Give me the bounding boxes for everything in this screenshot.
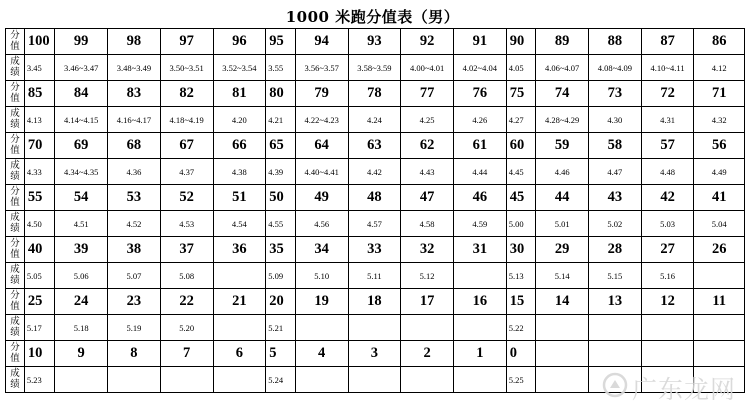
points-cell: 5 (266, 341, 296, 367)
time-cell: 4.06~4.07 (536, 55, 589, 81)
time-cell: 4.27 (506, 107, 536, 133)
time-row (6, 55, 745, 81)
time-cell: 4.54 (213, 211, 266, 237)
points-cell: 71 (694, 81, 745, 107)
points-cell: 35 (266, 237, 296, 263)
points-cell: 62 (401, 133, 454, 159)
points-cell: 21 (213, 289, 266, 315)
points-cell: 89 (536, 29, 589, 55)
points-cell: 79 (295, 81, 348, 107)
points-cell (536, 341, 589, 367)
points-cell: 31 (453, 237, 506, 263)
time-cell: 4.39 (266, 159, 296, 185)
time-cell (589, 315, 642, 341)
points-cell: 69 (55, 133, 108, 159)
points-cell: 86 (694, 29, 745, 55)
time-cell: 3.48~3.49 (108, 55, 161, 81)
time-cell (213, 367, 266, 393)
points-cell: 97 (160, 29, 213, 55)
score-table (5, 28, 745, 393)
points-cell: 55 (24, 185, 54, 211)
time-row (6, 107, 745, 133)
points-cell: 53 (108, 185, 161, 211)
time-cell: 4.28~4.29 (536, 107, 589, 133)
time-label: 成 绩 (6, 211, 25, 237)
points-cell: 63 (348, 133, 401, 159)
points-cell: 45 (506, 185, 536, 211)
time-cell: 4.46 (536, 159, 589, 185)
time-cell: 5.13 (506, 263, 536, 289)
time-cell: 5.21 (266, 315, 296, 341)
points-cell: 40 (24, 237, 54, 263)
points-cell: 11 (694, 289, 745, 315)
points-cell: 76 (453, 81, 506, 107)
points-cell: 68 (108, 133, 161, 159)
points-label: 分 值 (6, 185, 25, 211)
points-cell: 44 (536, 185, 589, 211)
time-cell: 5.19 (108, 315, 161, 341)
time-label: 成 绩 (6, 367, 25, 393)
points-cell: 3 (348, 341, 401, 367)
points-cell: 14 (536, 289, 589, 315)
points-cell: 57 (641, 133, 694, 159)
time-cell: 5.23 (24, 367, 54, 393)
page-title: 1000 米跑分值表（男） (285, 8, 460, 26)
points-cell: 17 (401, 289, 454, 315)
points-cell: 22 (160, 289, 213, 315)
time-cell (694, 263, 745, 289)
points-row (6, 185, 745, 211)
points-cell: 49 (295, 185, 348, 211)
points-row (6, 81, 745, 107)
points-row (6, 133, 745, 159)
score-table-body (6, 29, 745, 393)
points-cell: 34 (295, 237, 348, 263)
points-cell: 90 (506, 29, 536, 55)
time-cell (536, 367, 589, 393)
points-cell: 42 (641, 185, 694, 211)
time-cell: 4.20 (213, 107, 266, 133)
time-cell: 5.16 (641, 263, 694, 289)
time-cell: 4.31 (641, 107, 694, 133)
points-cell: 12 (641, 289, 694, 315)
points-cell: 70 (24, 133, 54, 159)
time-cell: 5.03 (641, 211, 694, 237)
time-cell: 5.14 (536, 263, 589, 289)
points-cell: 82 (160, 81, 213, 107)
watermark-text: 广东龙网 (632, 375, 737, 404)
points-cell (641, 341, 694, 367)
points-cell: 37 (160, 237, 213, 263)
points-cell: 1 (453, 341, 506, 367)
points-cell: 64 (295, 133, 348, 159)
points-cell: 16 (453, 289, 506, 315)
time-cell: 4.21 (266, 107, 296, 133)
points-cell: 20 (266, 289, 296, 315)
points-cell: 88 (589, 29, 642, 55)
time-cell (641, 315, 694, 341)
time-cell (401, 367, 454, 393)
points-cell: 2 (401, 341, 454, 367)
points-cell: 74 (536, 81, 589, 107)
points-cell: 72 (641, 81, 694, 107)
time-cell: 5.04 (694, 211, 745, 237)
points-cell: 85 (24, 81, 54, 107)
time-label: 成 绩 (6, 55, 25, 81)
time-cell: 5.17 (24, 315, 54, 341)
points-cell: 47 (401, 185, 454, 211)
time-cell: 5.02 (589, 211, 642, 237)
time-cell (55, 367, 108, 393)
points-cell: 91 (453, 29, 506, 55)
time-cell: 4.42 (348, 159, 401, 185)
points-label: 分 值 (6, 81, 25, 107)
points-cell: 67 (160, 133, 213, 159)
time-cell: 3.58~3.59 (348, 55, 401, 81)
time-cell (160, 367, 213, 393)
points-cell: 28 (589, 237, 642, 263)
time-cell: 4.49 (694, 159, 745, 185)
time-cell: 4.43 (401, 159, 454, 185)
points-label: 分 值 (6, 289, 25, 315)
time-cell: 4.24 (348, 107, 401, 133)
time-cell: 4.10~4.11 (641, 55, 694, 81)
points-cell: 41 (694, 185, 745, 211)
time-cell: 4.58 (401, 211, 454, 237)
points-row (6, 237, 745, 263)
points-cell: 10 (24, 341, 54, 367)
points-cell: 99 (55, 29, 108, 55)
points-cell: 75 (506, 81, 536, 107)
points-cell: 61 (453, 133, 506, 159)
points-label: 分 值 (6, 133, 25, 159)
time-cell: 3.56~3.57 (295, 55, 348, 81)
points-cell: 25 (24, 289, 54, 315)
points-cell: 26 (694, 237, 745, 263)
points-cell: 98 (108, 29, 161, 55)
time-cell: 4.26 (453, 107, 506, 133)
points-cell: 77 (401, 81, 454, 107)
time-cell: 3.45 (24, 55, 54, 81)
points-cell: 9 (55, 341, 108, 367)
time-cell (348, 367, 401, 393)
time-cell: 4.16~4.17 (108, 107, 161, 133)
points-cell: 30 (506, 237, 536, 263)
points-cell: 92 (401, 29, 454, 55)
time-cell (348, 315, 401, 341)
points-cell: 39 (55, 237, 108, 263)
points-label: 分 值 (6, 341, 25, 367)
time-cell: 4.18~4.19 (160, 107, 213, 133)
time-cell: 4.56 (295, 211, 348, 237)
time-cell: 4.36 (108, 159, 161, 185)
points-cell: 58 (589, 133, 642, 159)
points-cell: 51 (213, 185, 266, 211)
points-cell (589, 341, 642, 367)
time-cell: 4.12 (694, 55, 745, 81)
watermark-logo-icon (602, 372, 628, 404)
time-row (6, 159, 745, 185)
points-cell: 66 (213, 133, 266, 159)
time-cell: 5.00 (506, 211, 536, 237)
points-cell: 52 (160, 185, 213, 211)
time-cell: 5.24 (266, 367, 296, 393)
time-cell: 4.50 (24, 211, 54, 237)
points-cell: 32 (401, 237, 454, 263)
time-cell: 5.07 (108, 263, 161, 289)
time-cell: 4.38 (213, 159, 266, 185)
time-cell (295, 367, 348, 393)
points-row (6, 289, 745, 315)
points-row (6, 29, 745, 55)
time-cell: 4.44 (453, 159, 506, 185)
time-cell: 5.09 (266, 263, 296, 289)
points-cell: 96 (213, 29, 266, 55)
points-cell: 48 (348, 185, 401, 211)
time-cell: 4.59 (453, 211, 506, 237)
time-cell (694, 315, 745, 341)
points-cell: 94 (295, 29, 348, 55)
time-cell: 5.12 (401, 263, 454, 289)
time-cell: 4.48 (641, 159, 694, 185)
points-cell: 13 (589, 289, 642, 315)
time-cell: 4.05 (506, 55, 536, 81)
time-cell: 5.20 (160, 315, 213, 341)
points-cell: 27 (641, 237, 694, 263)
time-cell: 4.25 (401, 107, 454, 133)
points-label: 分 值 (6, 237, 25, 263)
time-cell (213, 315, 266, 341)
time-cell: 4.51 (55, 211, 108, 237)
points-label: 分 值 (6, 29, 25, 55)
points-cell: 46 (453, 185, 506, 211)
time-cell: 4.53 (160, 211, 213, 237)
watermark (602, 370, 742, 406)
points-cell: 73 (589, 81, 642, 107)
time-cell (108, 367, 161, 393)
time-row (6, 263, 745, 289)
time-cell: 4.40~4.41 (295, 159, 348, 185)
points-cell: 18 (348, 289, 401, 315)
time-cell (295, 315, 348, 341)
points-cell: 6 (213, 341, 266, 367)
time-cell: 4.02~4.04 (453, 55, 506, 81)
points-cell: 80 (266, 81, 296, 107)
points-cell: 8 (108, 341, 161, 367)
points-cell: 38 (108, 237, 161, 263)
time-cell: 4.57 (348, 211, 401, 237)
points-cell: 29 (536, 237, 589, 263)
points-cell: 84 (55, 81, 108, 107)
time-cell (453, 315, 506, 341)
time-cell: 4.37 (160, 159, 213, 185)
time-cell: 5.15 (589, 263, 642, 289)
time-cell: 4.14~4.15 (55, 107, 108, 133)
time-cell: 4.08~4.09 (589, 55, 642, 81)
time-cell: 4.45 (506, 159, 536, 185)
points-cell: 78 (348, 81, 401, 107)
time-cell (213, 263, 266, 289)
time-cell: 4.52 (108, 211, 161, 237)
points-cell: 50 (266, 185, 296, 211)
points-cell: 59 (536, 133, 589, 159)
time-row (6, 211, 745, 237)
points-cell: 100 (24, 29, 54, 55)
points-cell: 23 (108, 289, 161, 315)
points-cell: 15 (506, 289, 536, 315)
points-cell: 24 (55, 289, 108, 315)
points-cell: 0 (506, 341, 536, 367)
time-label: 成 绩 (6, 263, 25, 289)
time-cell: 3.52~3.54 (213, 55, 266, 81)
time-cell: 5.25 (506, 367, 536, 393)
time-cell: 4.33 (24, 159, 54, 185)
time-cell: 4.55 (266, 211, 296, 237)
points-cell (694, 341, 745, 367)
time-label: 成 绩 (6, 315, 25, 341)
time-cell (536, 315, 589, 341)
time-row (6, 315, 745, 341)
time-cell: 3.46~3.47 (55, 55, 108, 81)
time-cell: 5.05 (24, 263, 54, 289)
time-cell (453, 263, 506, 289)
time-cell: 5.10 (295, 263, 348, 289)
time-cell: 3.55 (266, 55, 296, 81)
points-cell: 36 (213, 237, 266, 263)
time-cell: 5.01 (536, 211, 589, 237)
points-cell: 7 (160, 341, 213, 367)
time-cell: 4.30 (589, 107, 642, 133)
points-cell: 33 (348, 237, 401, 263)
time-cell (453, 367, 506, 393)
time-cell: 5.08 (160, 263, 213, 289)
points-cell: 19 (295, 289, 348, 315)
points-cell: 54 (55, 185, 108, 211)
time-cell: 4.34~4.35 (55, 159, 108, 185)
points-cell: 4 (295, 341, 348, 367)
points-cell: 95 (266, 29, 296, 55)
time-cell: 3.50~3.51 (160, 55, 213, 81)
time-label: 成 绩 (6, 107, 25, 133)
points-cell: 65 (266, 133, 296, 159)
time-cell: 4.32 (694, 107, 745, 133)
time-cell: 5.22 (506, 315, 536, 341)
time-cell: 5.06 (55, 263, 108, 289)
points-cell: 43 (589, 185, 642, 211)
time-label: 成 绩 (6, 159, 25, 185)
points-cell: 83 (108, 81, 161, 107)
time-cell: 4.47 (589, 159, 642, 185)
points-cell: 87 (641, 29, 694, 55)
time-cell: 5.11 (348, 263, 401, 289)
time-cell (401, 315, 454, 341)
time-cell: 4.00~4.01 (401, 55, 454, 81)
time-cell: 4.13 (24, 107, 54, 133)
time-cell: 4.22~4.23 (295, 107, 348, 133)
points-cell: 60 (506, 133, 536, 159)
points-cell: 56 (694, 133, 745, 159)
points-cell: 93 (348, 29, 401, 55)
time-cell: 5.18 (55, 315, 108, 341)
points-row (6, 341, 745, 367)
points-cell: 81 (213, 81, 266, 107)
